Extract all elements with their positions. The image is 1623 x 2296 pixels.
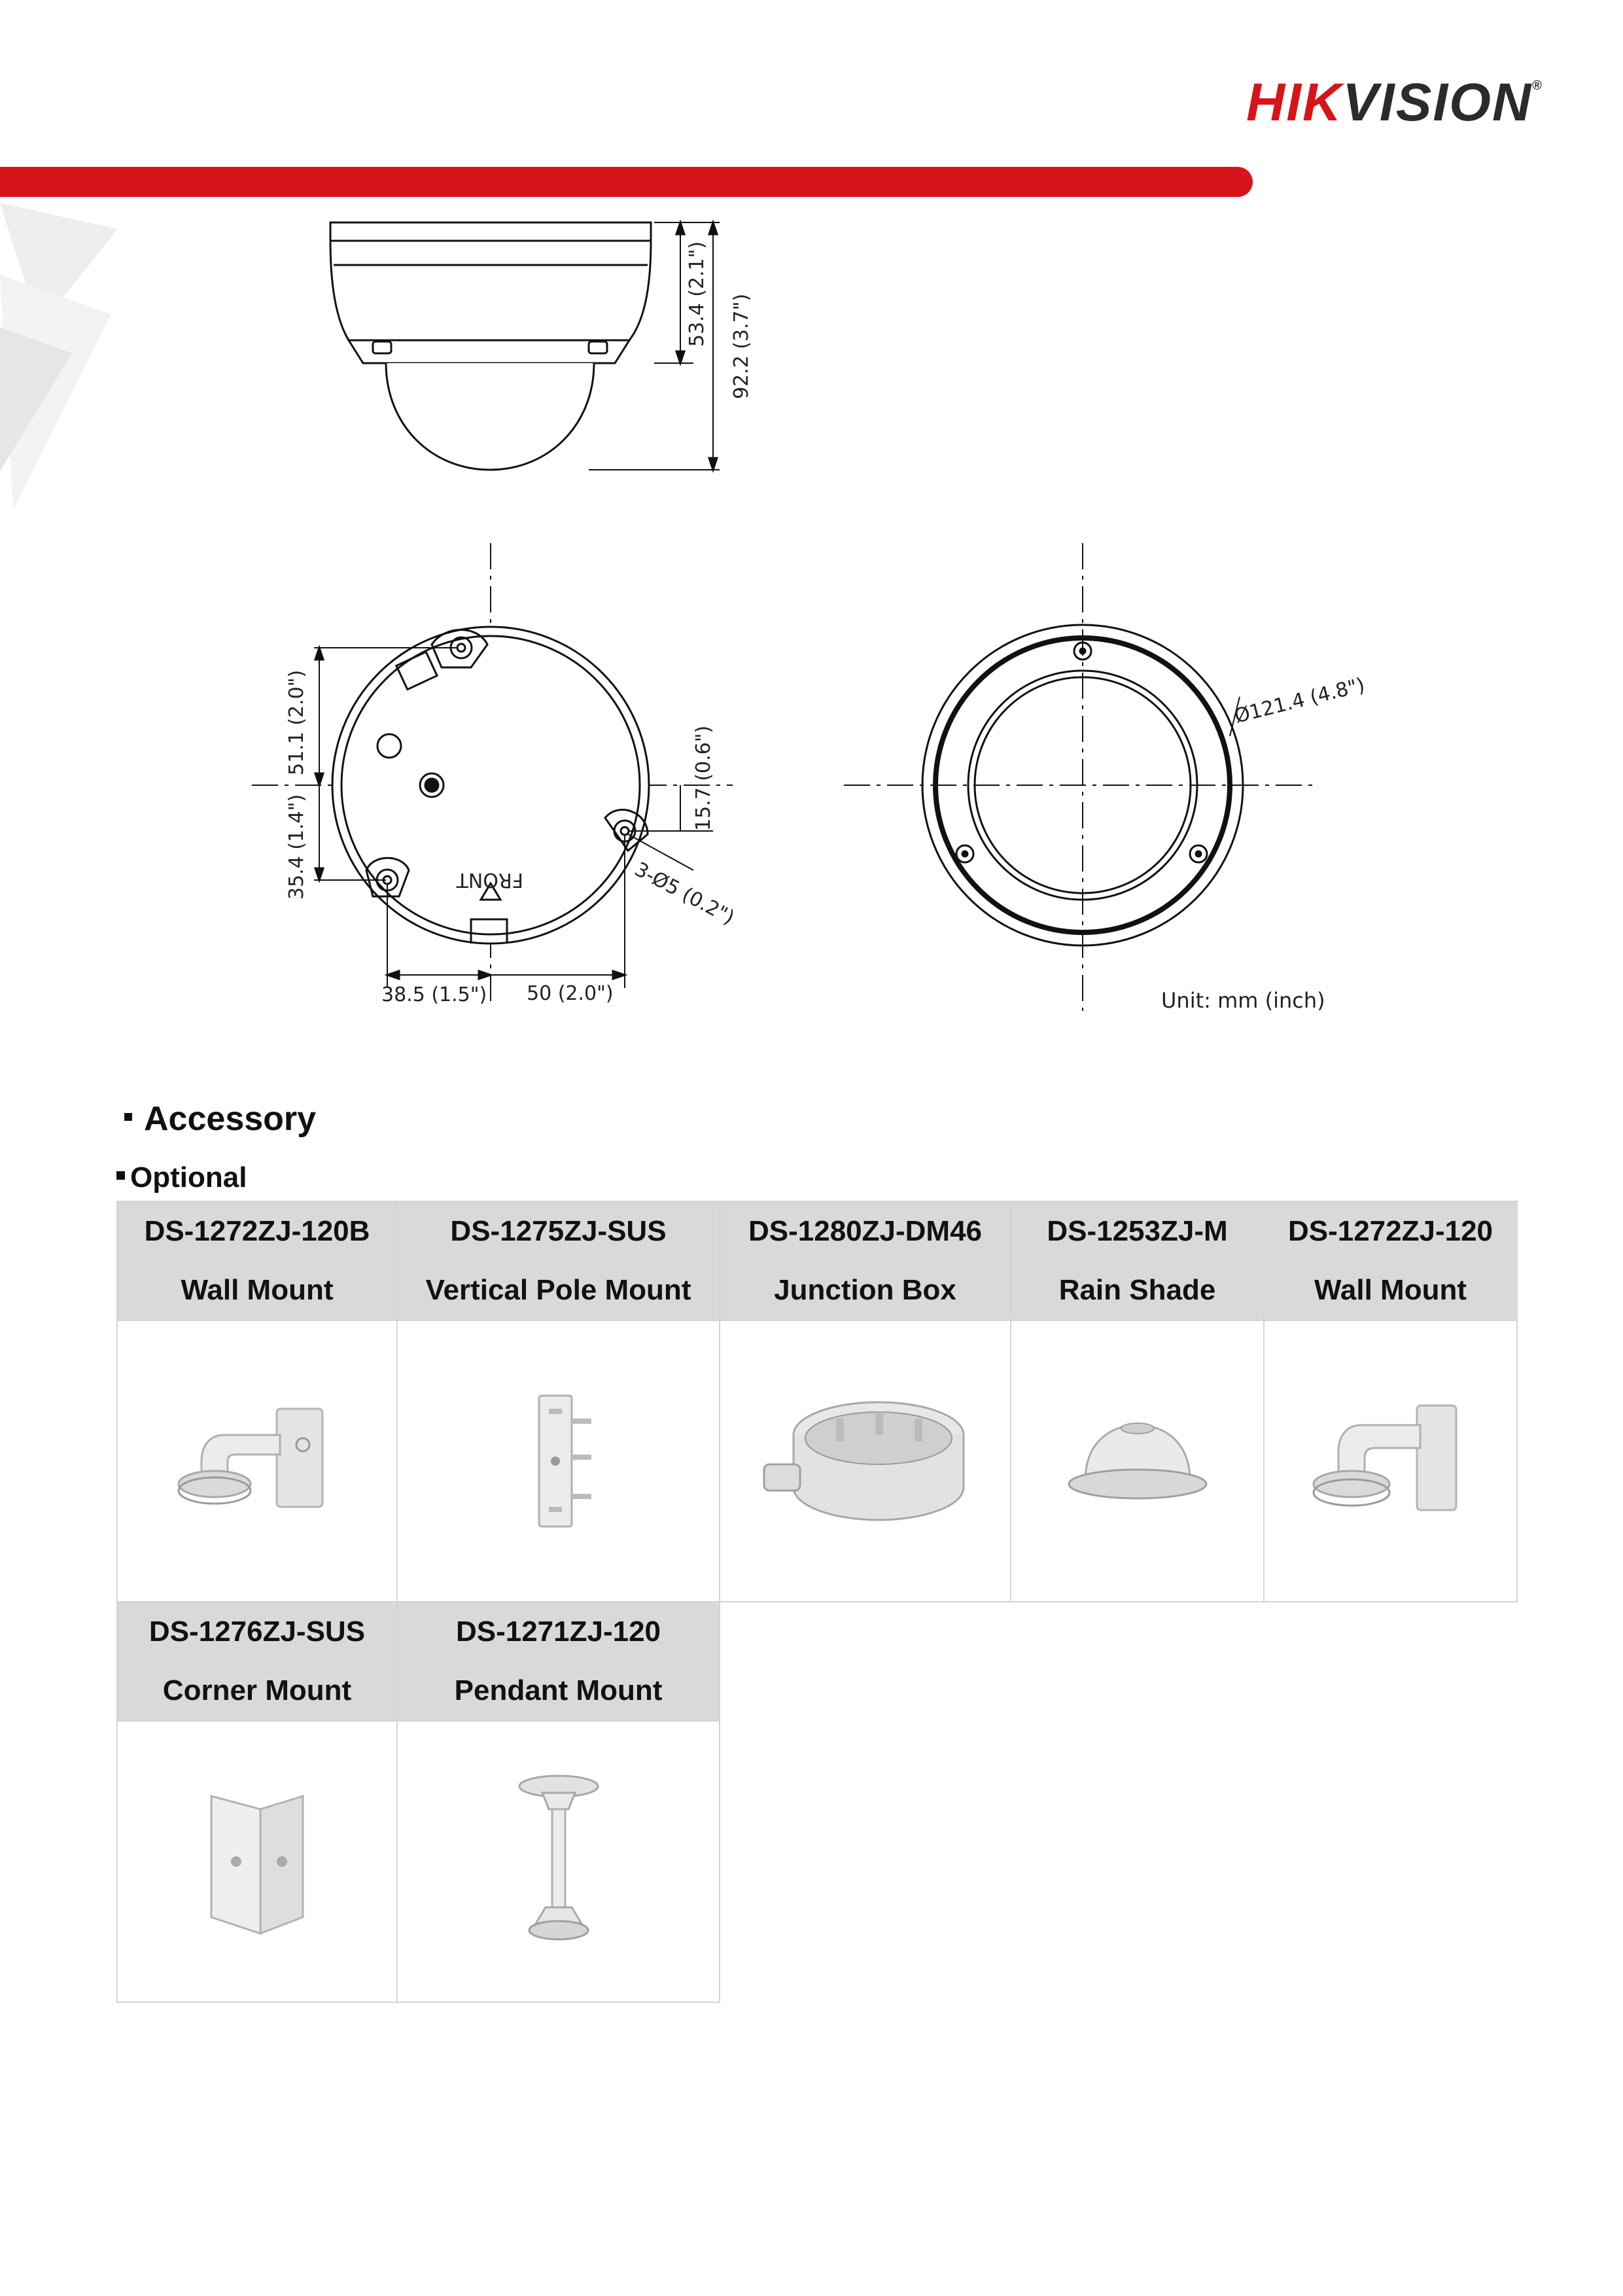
header-red-bar xyxy=(0,167,1253,197)
hikvision-logo: HIKVISION® xyxy=(1246,73,1543,132)
accessory-header xyxy=(397,1602,720,1721)
accessory-header xyxy=(1011,1201,1264,1320)
accessory-heading: Accessory xyxy=(124,1099,316,1139)
accessory-header xyxy=(117,1201,397,1320)
table-row xyxy=(117,1602,1517,1721)
top-view xyxy=(844,543,1315,1011)
bullet-icon xyxy=(124,1113,132,1121)
empty-cell xyxy=(720,1602,1517,1721)
dim-left-upper: 51.1 (2.0") xyxy=(285,669,308,775)
pole-mount-icon xyxy=(513,1389,604,1533)
accessory-header xyxy=(720,1201,1011,1320)
accessory-image-cell xyxy=(1264,1320,1517,1602)
model-number: DS-1275ZJ-SUS xyxy=(450,1215,667,1247)
wall-mount-icon xyxy=(1306,1396,1476,1527)
table-row xyxy=(117,1320,1517,1602)
bottom-view xyxy=(252,543,733,1008)
junction-box-icon xyxy=(758,1389,973,1533)
optional-subheading: Optional xyxy=(116,1161,247,1194)
corner-mount-icon xyxy=(198,1783,316,1940)
accessory-image-cell xyxy=(397,1721,720,2002)
accessory-table xyxy=(116,1201,1518,2003)
accessory-name: Rain Shade xyxy=(1058,1274,1216,1306)
dim-bottom-left: 38.5 (1.5") xyxy=(381,983,487,1006)
accessory-image-cell xyxy=(117,1320,397,1602)
model-number: DS-1272ZJ-120B xyxy=(144,1215,370,1247)
unit-label: Unit: mm (inch) xyxy=(1161,988,1325,1013)
model-number: DS-1276ZJ-SUS xyxy=(148,1616,366,1648)
accessory-image-cell xyxy=(397,1320,720,1602)
accessory-header xyxy=(117,1602,397,1721)
accessory-name: Pendant Mount xyxy=(454,1674,663,1706)
accessory-image-cell xyxy=(117,1721,397,2002)
model-number: DS-1272ZJ-120 xyxy=(1287,1215,1493,1247)
model-number: DS-1280ZJ-DM46 xyxy=(748,1215,983,1247)
accessory-name: Corner Mount xyxy=(162,1674,352,1706)
side-view xyxy=(330,222,720,470)
bullet-icon xyxy=(116,1171,125,1180)
dim-bottom-right: 50 (2.0") xyxy=(527,982,614,1005)
dim-left-lower: 35.4 (1.4") xyxy=(285,794,308,900)
dim-height-total: 92.2 (3.7") xyxy=(730,293,753,399)
dimension-drawing xyxy=(0,196,1623,1047)
pendant-mount-icon xyxy=(506,1770,611,1953)
table-row xyxy=(117,1721,1517,2002)
accessory-name: Wall Mount xyxy=(181,1274,334,1306)
model-number: DS-1271ZJ-120 xyxy=(455,1616,661,1648)
table-row xyxy=(117,1201,1517,1320)
wall-mount-icon xyxy=(172,1396,342,1527)
accessory-name: Vertical Pole Mount xyxy=(425,1274,691,1306)
accessory-name: Junction Box xyxy=(774,1274,956,1306)
dim-holes: 3-Ø5 (0.2") xyxy=(631,858,739,930)
accessory-name: Wall Mount xyxy=(1314,1274,1467,1306)
dim-diameter: Ø121.4 (4.8") xyxy=(1232,673,1367,728)
accessory-header xyxy=(1264,1201,1517,1320)
model-number: DS-1253ZJ-M xyxy=(1047,1215,1228,1247)
accessory-header xyxy=(397,1201,720,1320)
front-label: FRONT xyxy=(456,868,523,891)
accessory-image-cell xyxy=(1011,1320,1264,1602)
empty-cell xyxy=(720,1721,1517,2002)
dim-height-upper: 53.4 (2.1") xyxy=(686,241,708,347)
dim-right-offset: 15.7 (0.6") xyxy=(692,725,715,831)
accessory-image-cell xyxy=(720,1320,1011,1602)
rain-shade-icon xyxy=(1062,1409,1213,1513)
